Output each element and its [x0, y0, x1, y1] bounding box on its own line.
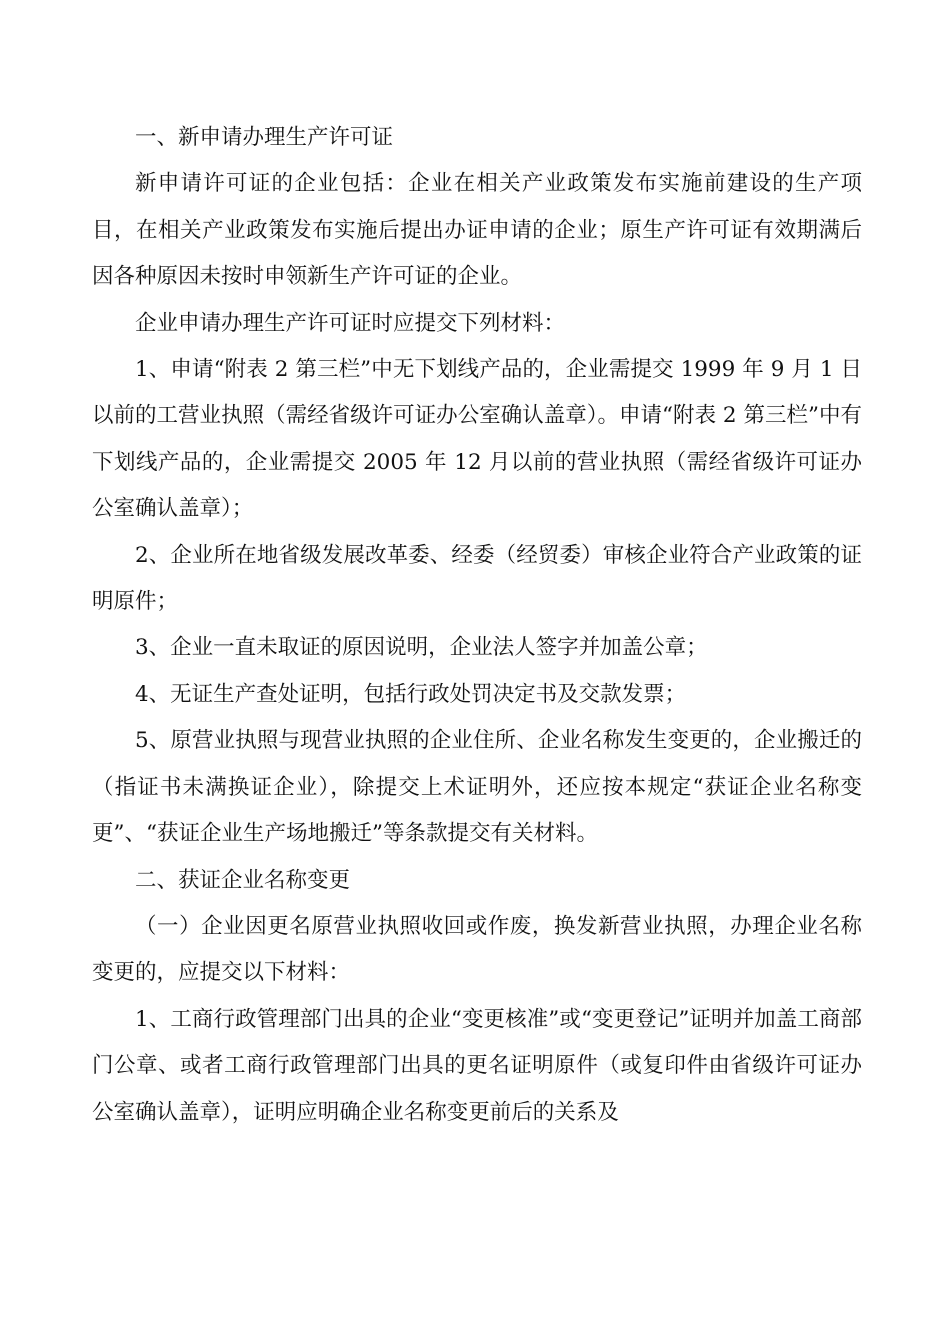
section-heading-name-change: 二、获证企业名称变更	[135, 867, 351, 893]
subsection-1-item-1: 1、工商行政管理部门出具的企业“变更核准”或“变更登记”证明并加盖工商部门公章、或者工商行政管理部门出具的更名证明原件（或复印件由省级许可证办公室确认盖章），证明应明确企业名称变更前后的关系及	[92, 1006, 862, 1125]
list-item-4: 4、无证生产查处证明，包括行政处罚决定书及交款发票；	[135, 681, 687, 707]
list-item-3: 3、企业一直未取证的原因说明，企业法人签字并加盖公章；	[135, 635, 708, 661]
paragraph-applicants: 新申请许可证的企业包括：企业在相关产业政策发布实施前建设的生产项目，在相关产业政策发布实施后提出办证申请的企业；原生产许可证有效期满后因各种原因未按时申领新生产许可证的企业。	[92, 171, 862, 290]
paragraph-materials-intro: 企业申请办理生产许可证时应提交下列材料：	[135, 310, 566, 336]
section-heading-new-license: 一、新申请办理生产许可证	[135, 125, 394, 150]
subsection-1: （一）企业因更名原营业执照收回或作废，换发新营业执照，办理企业名称变更的，应提交以下材料：	[92, 913, 862, 986]
document-body	[92, 115, 862, 1136]
list-item-2: 2、企业所在地省级发展改革委、经委（经贸委）审核企业符合产业政策的证明原件；	[92, 542, 862, 615]
list-item-5: 5、原营业执照与现营业执照的企业住所、企业名称发生变更的，企业搬迁的（指证书未满换证企业），除提交上术证明外，还应按本规定“获证企业名称变更”、“获证企业生产场地搬迁”等条款提交有关材料。	[92, 728, 862, 847]
list-item-1: 1、申请“附表 2 第三栏”中无下划线产品的，企业需提交 1999 年 9 月 1 日以前的工营业执照（需经省级许可证办公室确认盖章）。申请“附表 2 第三栏”中有下划线产品的，企业需提交 2005 年 12 月以前的营业执照（需经省级许可证办公室确认盖章）；	[92, 357, 862, 522]
